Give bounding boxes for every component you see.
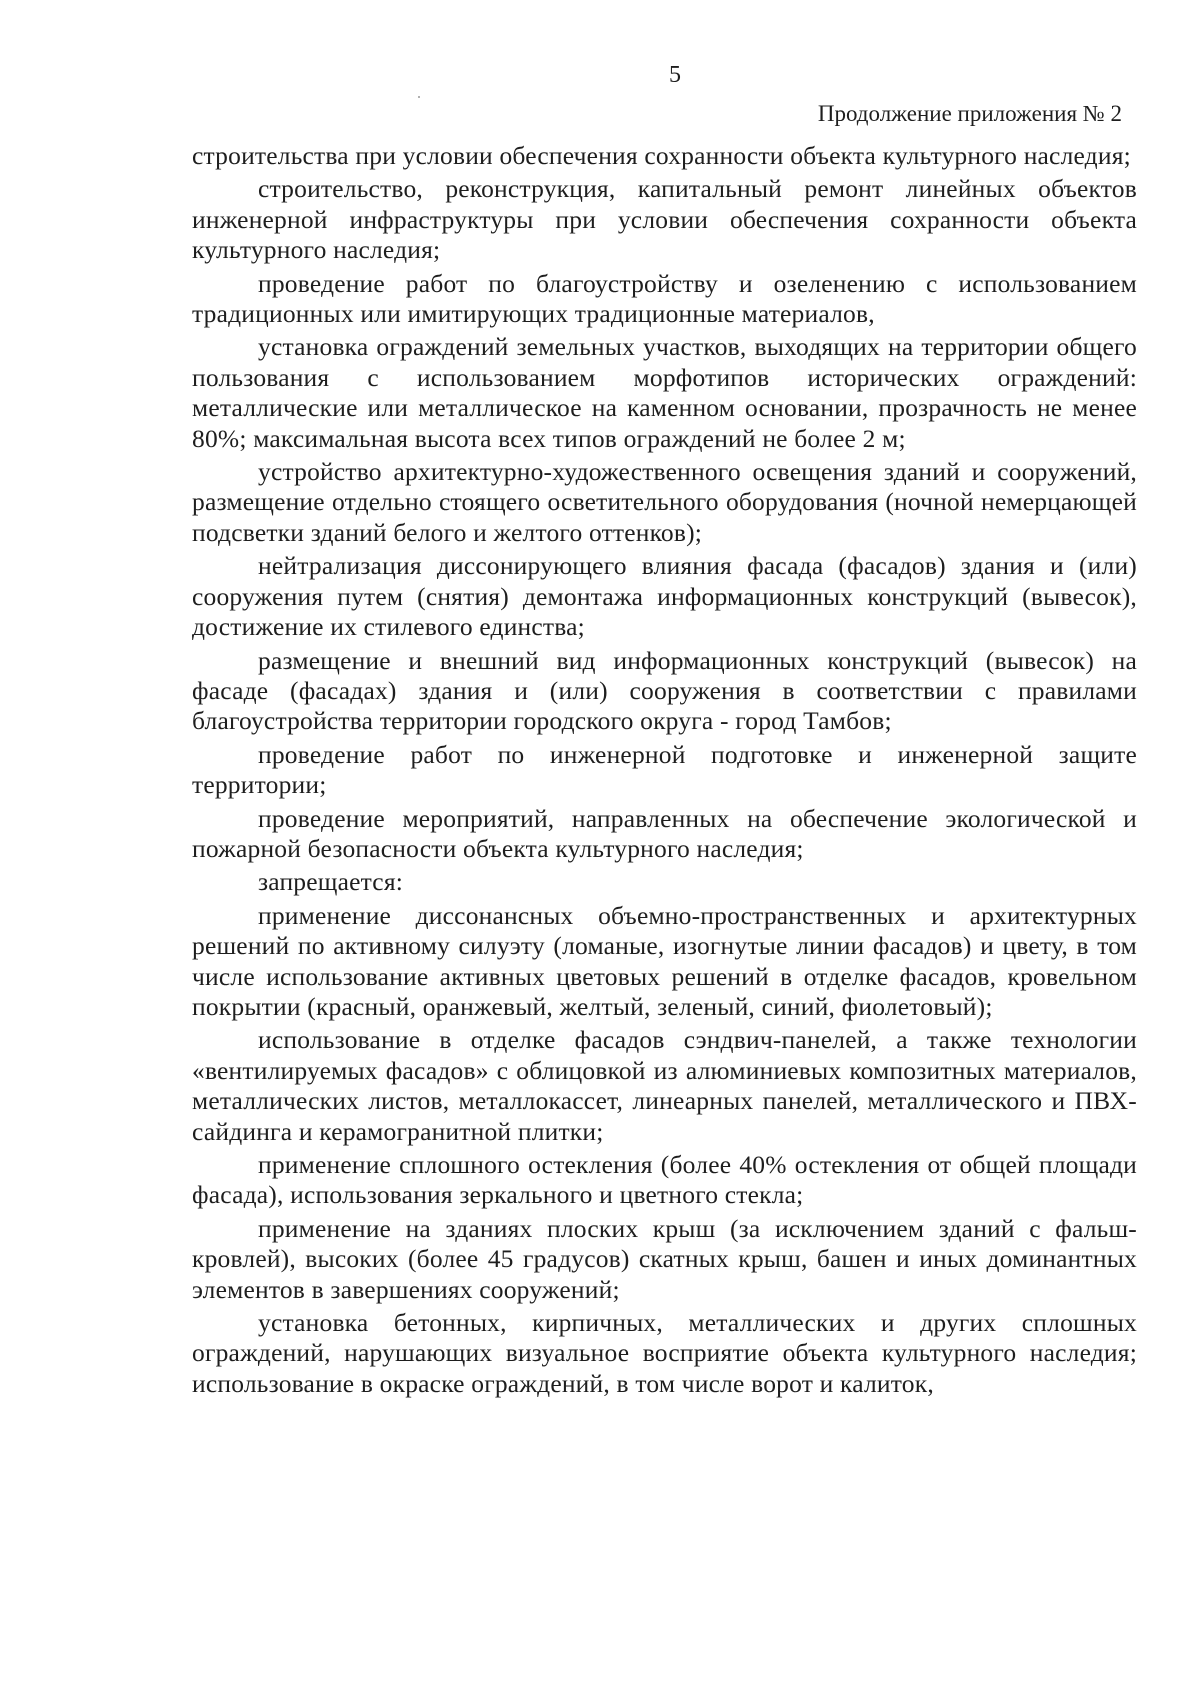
document-body [192,141,1137,1399]
paragraph: установка бетонных, кирпичных, металлических и других сплошных ограждений, нарушающих визуальное восприятие объекта культурного наследия; использование в окраске ограждений, в том числе ворот и калиток, [192,1308,1137,1398]
paragraph: размещение и внешний вид информационных конструкций (вывесок) на фасаде (фасадах) здания и (или) сооружения в соответствии с правилами благоустройства территории городского округа - город Тамбов; [192,645,1137,736]
paragraph: использование в отделке фасадов сэндвич-панелей, а также технологии «вентилируемых фасадов» с облицовкой из алюминиевых композитных материалов, металлических листов, металлокассет, линеарных панелей, металлического и ПВХ-сайдинга и керамогранитной плитки; [192,1025,1137,1146]
paragraph: применение на зданиях плоских крыш (за исключением зданий с фальш-кровлей), высоких (более 45 градусов) скатных крыш, башен и иных доминантных элементов в завершениях сооружений; [192,1213,1137,1304]
paragraph: строительство, реконструкция, капитальный ремонт линейных объектов инженерной инфраструктуры при условии обеспечения сохранности объекта культурного наследия; [192,174,1137,265]
paragraph: установка ограждений земельных участков, выходящих на территории общего пользования с использованием морфотипов исторических ограждений: металлические или металлическое на каменном основании, прозрачность не менее 80%; максимальная высота всех типов ограждений не более 2 м; [192,332,1137,453]
scan-speck [418,96,420,98]
paragraph: устройство архитектурно-художественного освещения зданий и сооружений, размещение отдельно стоящего осветительного оборудования (ночной немерцающей подсветки зданий белого и желтого оттенков); [192,457,1137,547]
paragraph: проведение работ по инженерной подготовке и инженерной защите территории; [192,739,1137,800]
paragraph: проведение мероприятий, направленных на обеспечение экологической и пожарной безопасности объекта культурного наследия; [192,803,1137,863]
page-number: 5 [669,62,681,88]
paragraph: применение сплошного остекления (более 40% остекления от общей площади фасада), использования зеркального и цветного стекла; [192,1150,1137,1210]
paragraph: нейтрализация диссонирующего влияния фасада (фасадов) здания и (или) сооружения путем (снятия) демонтажа информационных конструкций (вывесок), достижение их стилевого единства; [192,551,1137,642]
paragraph: применение диссонансных объемно-пространственных и архитектурных решений по активному силуэту (ломаные, изогнутые линии фасадов) и цвету, в том числе использование активных цветовых решений в отделке фасадов, кровельном покрытии (красный, оранжевый, желтый, зеленый, синий, фиолетовый); [192,900,1137,1021]
appendix-continuation-note: Продолжение приложения № 2 [817,101,1122,126]
paragraph: проведение работ по благоустройству и озеленению с использованием традиционных или имитирующих традиционные материалов, [192,268,1137,329]
paragraph: запрещается: [258,867,404,897]
paragraph: строительства при условии обеспечения сохранности объекта культурного наследия; [192,141,1131,170]
